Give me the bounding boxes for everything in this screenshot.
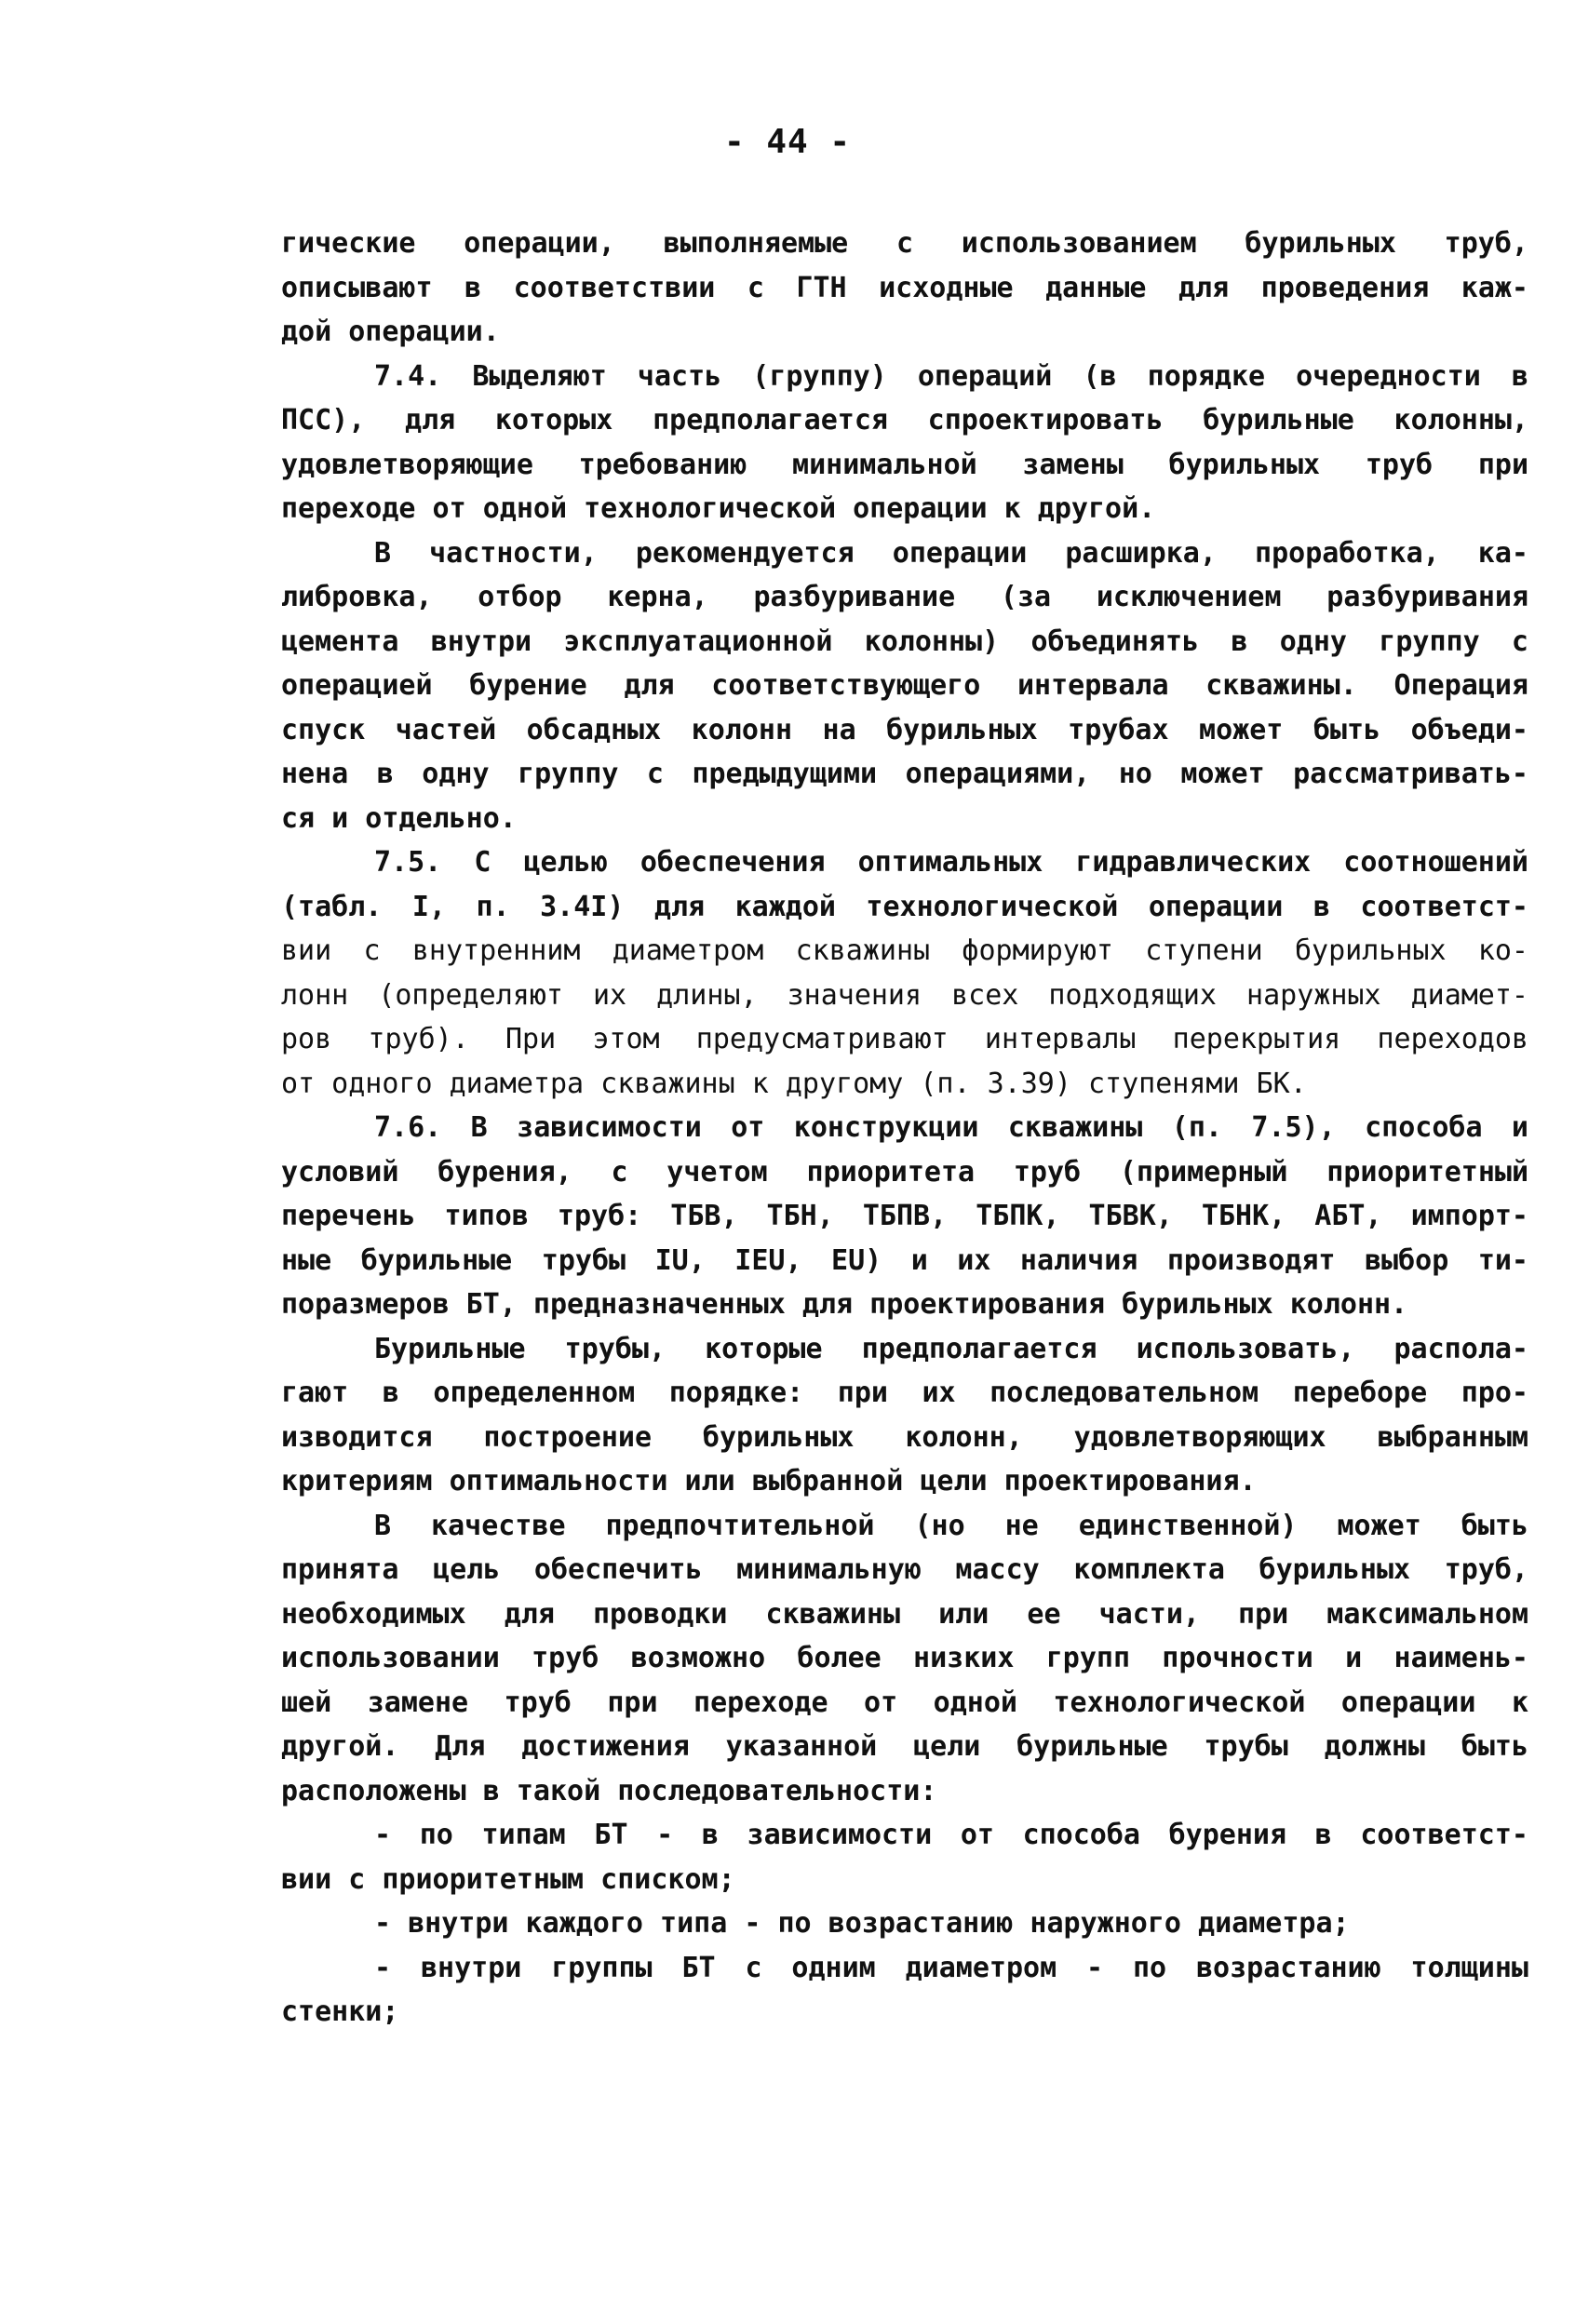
text-line: описывают в соответствии с ГТН исходные данные для проведения каж- — [281, 271, 1528, 304]
text-line: операцией бурение для соответствующего интервала скважины. Операция — [281, 669, 1528, 702]
text-line: вии с приоритетным списком; — [281, 1862, 735, 1896]
text-line: шей замене труб при переходе от одной технологической операции к — [281, 1686, 1528, 1719]
text-line: использовании труб возможно более низких групп прочности и наимень- — [281, 1642, 1528, 1674]
text-line: вии с внутренним диаметром скважины формируют ступени бурильных ко- — [281, 934, 1528, 967]
text-line: 7.5. С целью обеспечения оптимальных гидравлических соотношений — [374, 846, 1528, 879]
text-line: стенки; — [281, 1995, 399, 2028]
text-line: Бурильные трубы, которые предполагается использовать, распола- — [374, 1332, 1528, 1365]
text-line: удовлетворяющие требованию минимальной замены бурильных труб при — [281, 448, 1528, 481]
text-line: ПСС), для которых предполагается спроектировать бурильные колонны, — [281, 404, 1528, 437]
text-line: цемента внутри эксплуатационной колонны) объединять в одну группу с — [281, 625, 1528, 658]
text-line: ров труб). При этом предусматривают интервалы перекрытия переходов — [281, 1023, 1528, 1055]
text-line: ные бурильные трубы IU, IEU, EU) и их наличия производят выбор ти- — [281, 1243, 1528, 1277]
text-line: поразмеров БТ, предназначенных для проектирования бурильных колонн. — [281, 1288, 1408, 1321]
text-line: 7.4. Выделяют часть (группу) операций (в порядке очередности в — [374, 359, 1528, 393]
text-line: ся и отдельно. — [281, 801, 517, 835]
text-line: изводится построение бурильных колонн, удовлетворяющих выбранным — [281, 1420, 1528, 1454]
text-line: либровка, отбор керна, разбуривание (за исключением разбуривания — [281, 581, 1528, 613]
text-line: от одного диаметра скважины к другому (п. 3.39) ступенями БК. — [281, 1067, 1307, 1100]
text-line: перечень типов труб: ТБВ, ТБН, ТБПВ, ТБПК, ТБВК, ТБНК, АБТ, импорт- — [281, 1200, 1528, 1232]
text-line: лонн (определяют их длины, значения всех подходящих наружных диамет- — [281, 978, 1528, 1012]
page-number: - 44 - — [723, 123, 852, 161]
text-line: гают в определенном порядке: при их последовательном переборе про- — [281, 1377, 1528, 1409]
text-line: дой операции. — [281, 316, 500, 348]
text-line: принята цель обеспечить минимальную массу комплекта бурильных труб, — [281, 1553, 1528, 1586]
text-line: В частности, рекомендуется операции расширка, проработка, ка- — [374, 536, 1528, 570]
body-text — [281, 222, 1528, 2035]
text-line: спуск частей обсадных колонн на бурильных трубах может быть объеди- — [281, 713, 1528, 746]
text-line: - внутри каждого типа - по возрастанию наружного диаметра; — [374, 1907, 1350, 1940]
text-line: необходимых для проводки скважины или ее части, при максимальном — [281, 1597, 1528, 1631]
text-line: 7.6. В зависимости от конструкции скважины (п. 7.5), способа и — [374, 1111, 1528, 1144]
text-line: условий бурения, с учетом приоритета труб (примерный приоритетный — [281, 1155, 1528, 1189]
text-line: другой. Для достижения указанной цели бурильные трубы должны быть — [281, 1730, 1528, 1763]
text-line: (табл. I, п. 3.4I) для каждой технологической операции в соответст- — [281, 890, 1528, 923]
text-line: - по типам БТ - в зависимости от способа бурения в соответст- — [374, 1819, 1528, 1851]
text-line: В качестве предпочтительной (но не единственной) может быть — [374, 1509, 1528, 1542]
text-line: критериям оптимальности или выбранной цели проектирования. — [281, 1465, 1257, 1498]
text-line: переходе от одной технологической операции к другой. — [281, 492, 1156, 525]
text-line: нена в одну группу с предыдущими операциями, но может рассматривать- — [281, 758, 1528, 790]
text-line: гические операции, выполняемые с использованием бурильных труб, — [281, 227, 1528, 260]
text-line: - внутри группы БТ с одним диаметром - по возрастанию толщины — [374, 1951, 1528, 1984]
text-line: расположены в такой последовательности: — [281, 1774, 937, 1807]
